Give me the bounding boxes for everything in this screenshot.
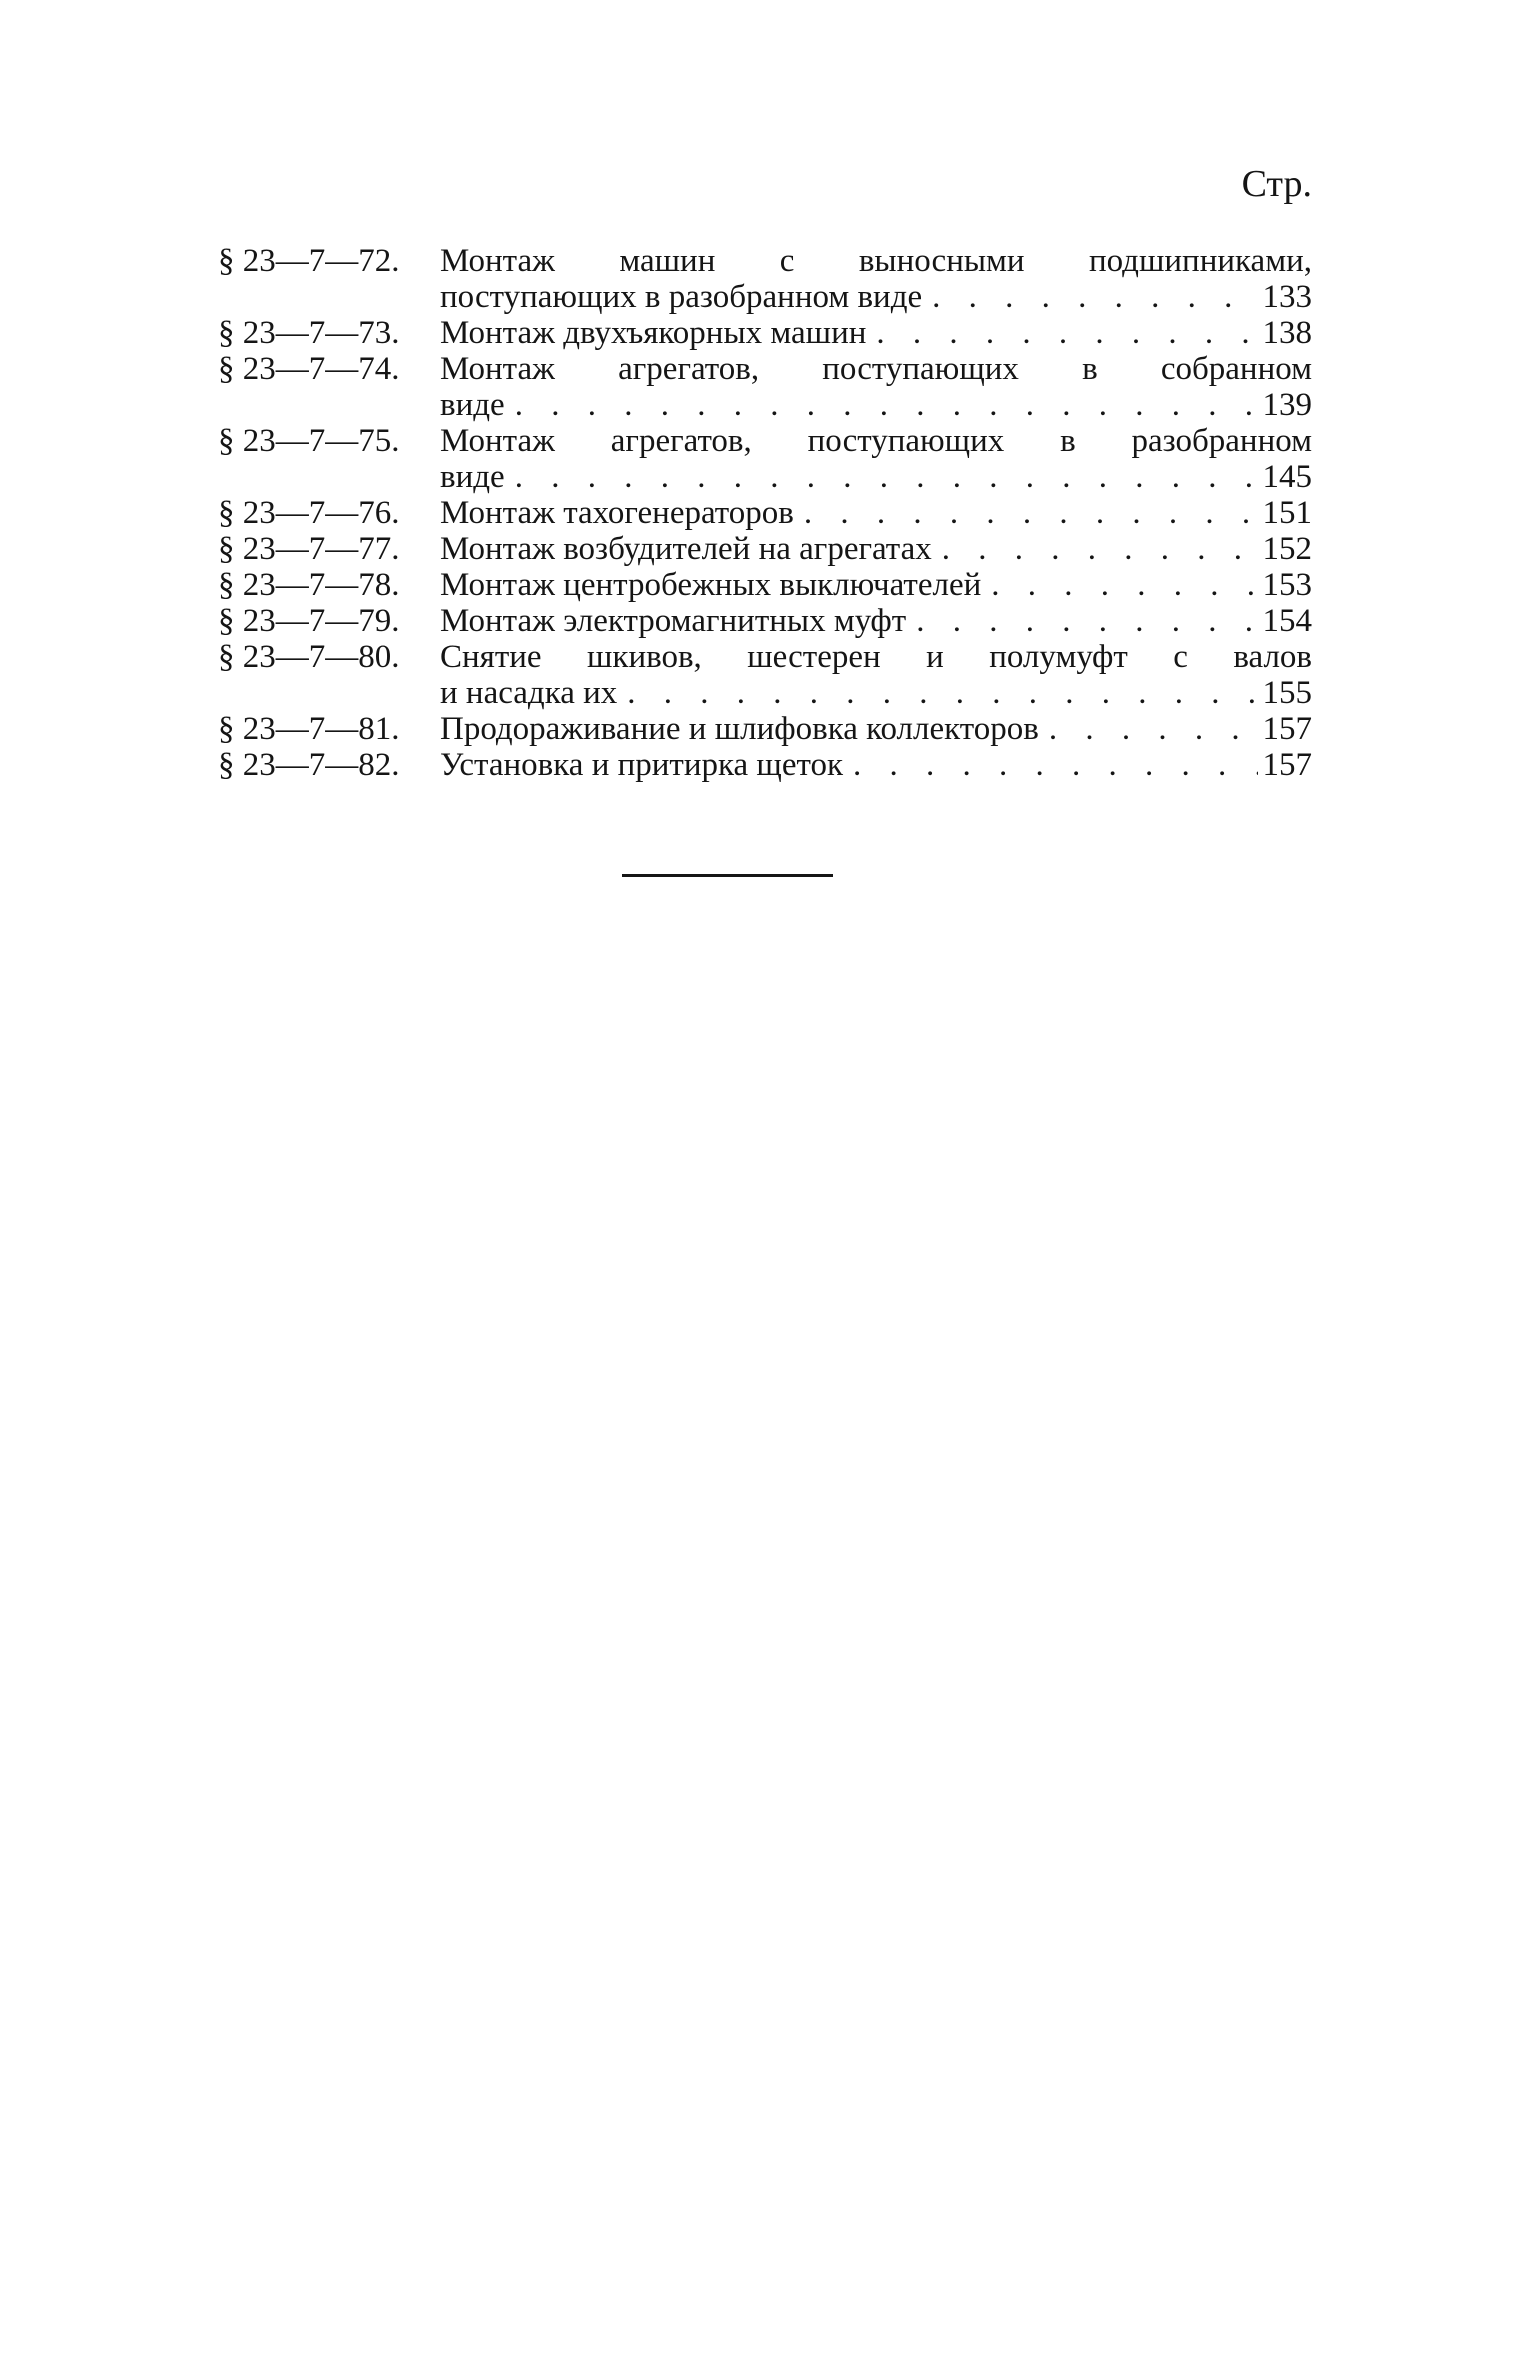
toc-title-line: Монтаж агрегатов, поступающих в собранном <box>440 351 1312 387</box>
toc-entry <box>218 495 1312 531</box>
toc-title-line: поступающих в разобранном виде <box>440 279 923 315</box>
toc-title-line: и насадка их <box>440 675 618 711</box>
toc-page-number: 133 <box>1262 279 1312 315</box>
toc-final-line <box>440 279 1312 315</box>
toc-entry <box>218 315 1312 351</box>
toc-title-line: Монтаж агрегатов, поступающих в разобранном <box>440 423 1312 459</box>
toc-section-number: § 23—7—79. <box>218 603 400 639</box>
toc-entry-text <box>440 639 1312 711</box>
toc-final-line <box>440 531 1312 567</box>
toc-section-number: § 23—7—80. <box>218 639 400 675</box>
toc-title-line: Монтаж машин с выносными подшипниками, <box>440 243 1312 279</box>
toc-entry <box>218 603 1312 639</box>
toc-entry <box>218 567 1312 603</box>
toc-entry <box>218 423 1312 495</box>
toc-final-line <box>440 711 1312 747</box>
toc-entry <box>218 639 1312 711</box>
end-divider <box>622 874 833 877</box>
toc-final-line <box>440 675 1312 711</box>
toc-page-number: 153 <box>1262 567 1312 603</box>
toc-section-number: § 23—7—73. <box>218 315 400 351</box>
toc-page-number: 151 <box>1262 495 1312 531</box>
dot-leader <box>794 495 1258 531</box>
dot-leader <box>906 603 1258 639</box>
toc-entry-text <box>440 567 1312 603</box>
toc-entry <box>218 711 1312 747</box>
toc-final-line <box>440 603 1312 639</box>
toc-entry <box>218 531 1312 567</box>
toc-section-number: § 23—7—75. <box>218 423 400 459</box>
toc-entry-text <box>440 531 1312 567</box>
toc-page-number: 157 <box>1262 747 1312 783</box>
toc-final-line <box>440 459 1312 495</box>
toc-entry-text <box>440 711 1312 747</box>
toc-final-line <box>440 315 1312 351</box>
toc-title-line: Установка и притирка щеток <box>440 747 844 783</box>
toc-entry <box>218 351 1312 423</box>
toc-page-number: 157 <box>1262 711 1312 747</box>
dot-leader <box>505 459 1258 495</box>
toc-title-line: виде <box>440 459 505 495</box>
dot-leader <box>981 567 1258 603</box>
table-of-contents <box>218 243 1312 783</box>
toc-section-number: § 23—7—76. <box>218 495 400 531</box>
toc-entry <box>218 747 1312 783</box>
toc-title-line: Монтаж возбудителей на агрегатах <box>440 531 932 567</box>
toc-section-number: § 23—7—81. <box>218 711 400 747</box>
dot-leader <box>843 747 1258 783</box>
dot-leader <box>617 675 1258 711</box>
toc-title-line: Продораживание и шлифовка коллекторов <box>440 711 1039 747</box>
toc-title-line: виде <box>440 387 505 423</box>
toc-title-line: Монтаж центробежных выключателей <box>440 567 982 603</box>
toc-page-number: 152 <box>1262 531 1312 567</box>
toc-entry-text <box>440 423 1312 495</box>
toc-entry-text <box>440 747 1312 783</box>
dot-leader <box>922 279 1258 315</box>
toc-title-line: Монтаж двухъякорных машин <box>440 315 867 351</box>
toc-final-line <box>440 495 1312 531</box>
dot-leader <box>932 531 1258 567</box>
toc-entry-text <box>440 351 1312 423</box>
toc-section-number: § 23—7—74. <box>218 351 400 387</box>
dot-leader <box>1039 711 1258 747</box>
toc-final-line <box>440 567 1312 603</box>
toc-page-number: 139 <box>1262 387 1312 423</box>
toc-final-line <box>440 747 1312 783</box>
toc-entry-text <box>440 603 1312 639</box>
toc-final-line <box>440 387 1312 423</box>
toc-section-number: § 23—7—82. <box>218 747 400 783</box>
toc-section-number: § 23—7—72. <box>218 243 400 279</box>
toc-title-line: Монтаж электромагнитных муфт <box>440 603 907 639</box>
toc-entry-text <box>440 315 1312 351</box>
toc-page-number: 138 <box>1262 315 1312 351</box>
toc-title-line: Монтаж тахогенераторов <box>440 495 794 531</box>
toc-entry-text <box>440 495 1312 531</box>
toc-section-number: § 23—7—78. <box>218 567 400 603</box>
toc-page-number: 145 <box>1262 459 1312 495</box>
toc-entry-text <box>440 243 1312 315</box>
page-column-heading: Стр. <box>1241 163 1312 205</box>
dot-leader <box>505 387 1258 423</box>
toc-page-number: 154 <box>1262 603 1312 639</box>
toc-entry <box>218 243 1312 315</box>
dot-leader <box>866 315 1258 351</box>
toc-page-number: 155 <box>1262 675 1312 711</box>
toc-title-line: Снятие шкивов, шестерен и полумуфт с валов <box>440 639 1312 675</box>
toc-section-number: § 23—7—77. <box>218 531 400 567</box>
